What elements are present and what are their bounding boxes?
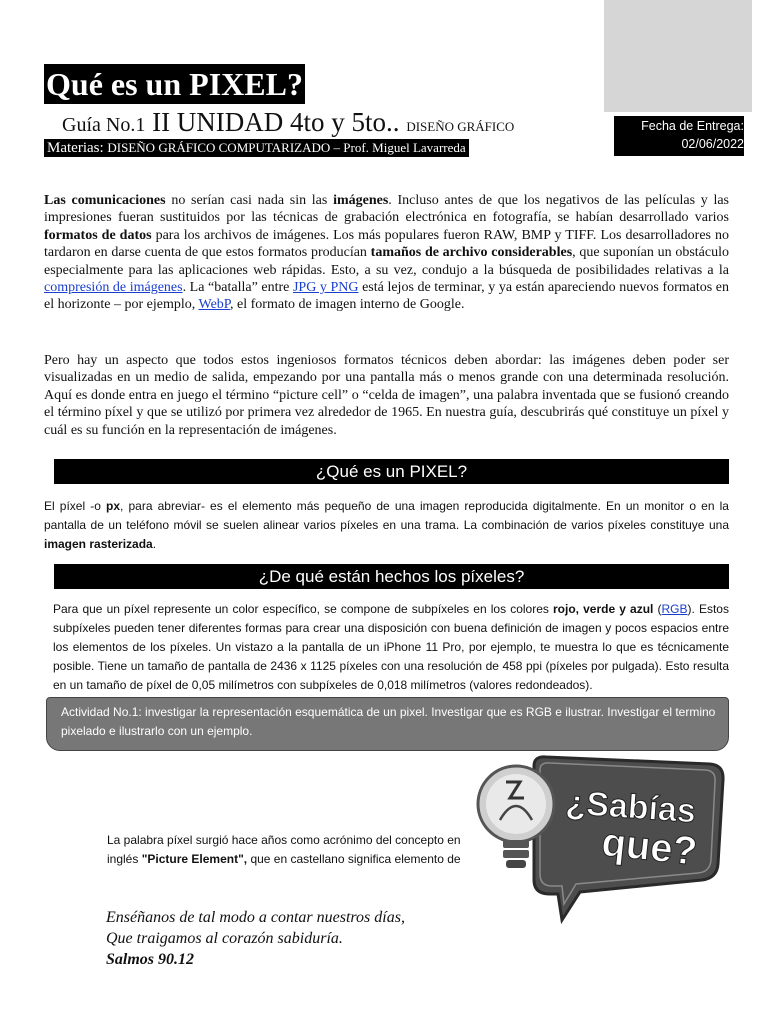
delivery-date-label: Fecha de Entrega: bbox=[641, 119, 744, 133]
activity-box: Actividad No.1: investigar la representación esquemática de un pixel. Investigar que es RGB e ilustrar. Investigar el termino pixelado e ilustrarlo con un ejemplo. bbox=[46, 697, 729, 751]
text-run: está lejos de terminar, y ya están apareciendo nuevos formatos en el horizonte – por ejemplo, bbox=[44, 280, 730, 313]
guide-subtitle bbox=[62, 106, 514, 143]
text-run: Para que un píxel represente un color específico, se compone de subpíxeles en los colores bbox=[53, 602, 553, 616]
text-run: que en castellano significa elemento de bbox=[247, 852, 461, 866]
text-run: , para abreviar- es el elemento más pequeño de una imagen reproducida digitalmente. En un monitor o en la pantalla de un teléfono móvil se suelen alinear varios píxeles en una trama. La combinación de varios píxeles constituye una bbox=[44, 499, 729, 532]
bold-text: imagen rasterizada bbox=[44, 537, 153, 551]
link-rgb[interactable]: RGB bbox=[661, 602, 688, 616]
intro-paragraph-1 bbox=[44, 192, 729, 314]
design-label: DISEÑO GRÁFICO bbox=[406, 119, 515, 134]
sabias-que-text bbox=[107, 831, 477, 869]
badge-line-1: ¿Sabías bbox=[564, 783, 698, 831]
text-run: . Incluso antes de que los negativos de las películas y las impresiones fueran sustituidos por las técnicas de grabación electrónica en fotografía, se habían desarrollado varios bbox=[44, 193, 730, 226]
text-run: , el formato de imagen interno de Google. bbox=[230, 297, 465, 313]
bold-text: "Picture Element", bbox=[141, 852, 248, 866]
text-run: . La “batalla” entre bbox=[182, 280, 293, 296]
section1-paragraph bbox=[44, 497, 729, 554]
bold-text: imágenes bbox=[333, 193, 389, 208]
text-run: para los archivos de imágenes. Los más populares fueron RAW, BMP y TIFF. Los desarrolladores no tardaron en darse cuenta de que estos formatos producían bbox=[44, 227, 729, 261]
section-heading-pixel-composition: ¿De qué están hechos los píxeles? bbox=[54, 564, 729, 589]
badge-line-2: que? bbox=[599, 820, 700, 874]
link-jpg-png[interactable]: JPG y PNG bbox=[292, 280, 359, 296]
delivery-date-box bbox=[614, 116, 744, 156]
bold-text: formatos de datos bbox=[44, 227, 152, 243]
text-run: . bbox=[152, 537, 157, 551]
text-run: El píxel -o bbox=[44, 499, 107, 513]
bold-text: tamaños de archivo considerables bbox=[370, 245, 573, 261]
section-heading-what-is-pixel: ¿Qué es un PIXEL? bbox=[54, 459, 729, 484]
materias-bar bbox=[44, 139, 469, 157]
bible-verse bbox=[106, 907, 405, 970]
verse-reference: Salmos 90.12 bbox=[106, 951, 195, 968]
bold-text: Las comunicaciones bbox=[44, 193, 166, 208]
bold-text: px bbox=[106, 499, 121, 513]
guide-label: Guía No.1 bbox=[62, 114, 146, 136]
verse-line-2: Que traigamos al corazón sabiduría. bbox=[106, 930, 343, 947]
text-run: ). Estos subpíxeles pueden tener diferentes formas para crear una disposición con buena definición de imagen y pocos espacios entre los elementos de los píxeles. Un vistazo a la pantalla de un iPhone 11 Pro, por ejemplo, te muestra lo que es técnicamente posible. Tiene un tamaño de pantalla de 2436 x 1125 píxeles con una resolución de 458 ppi (píxeles por pulgada). Esto resulta en un tamaño de píxel de 0,05 milímetros con subpíxeles de 0,018 milímetros (valores redondeados). bbox=[53, 602, 729, 692]
text-run: no serían casi nada sin las bbox=[165, 193, 334, 208]
text-run: ( bbox=[653, 602, 662, 616]
intro-paragraph-2: Pero hay un aspecto que todos estos ingeniosos formatos técnicos deben abordar: las imágenes deben poder ser visualizadas en un medio de salida, empezando por una pantalla más o menos grande con una determinada resolución. Aquí es donde entra en juego el término “picture cell” o “celda de imagen”, una palabra inventada que se fusionó creando el término píxel y que se utilizó por primera vez alrededor de 1965. En nuestra guía, descubrirás qué constituye un píxel y cuál es su función en la representación de imágenes. bbox=[44, 353, 729, 438]
section2-paragraph bbox=[53, 600, 729, 695]
text-run: La palabra píxel surgió hace años como acrónimo del concepto en inglés bbox=[107, 833, 461, 866]
text-run: , que suponían un obstáculo especialmente para las aplicaciones web rápidas. Esto, a su vez, condujo a la búsqueda de posibilidades relativas a la bbox=[44, 245, 729, 278]
unit-label: II UNIDAD 4to y 5to.. bbox=[152, 107, 400, 137]
link-image-compression[interactable]: compresión de imágenes bbox=[44, 280, 183, 296]
bold-text: rojo, verde y azul bbox=[553, 602, 654, 616]
header-gray-tab bbox=[604, 0, 752, 112]
section2-paragraph-clip bbox=[53, 600, 729, 696]
verse-line-1: Enséñanos de tal modo a contar nuestros días, bbox=[106, 909, 405, 926]
sabias-que-graphic bbox=[470, 752, 732, 930]
page-title: Qué es un PIXEL? bbox=[46, 66, 303, 102]
link-webp[interactable]: WebP bbox=[198, 297, 231, 313]
materias-label: Materias: bbox=[47, 140, 104, 156]
delivery-date-value: 02/06/2022 bbox=[681, 137, 744, 151]
materias-value: DISEÑO GRÁFICO COMPUTARIZADO – Prof. Miguel Lavarreda bbox=[107, 140, 466, 155]
